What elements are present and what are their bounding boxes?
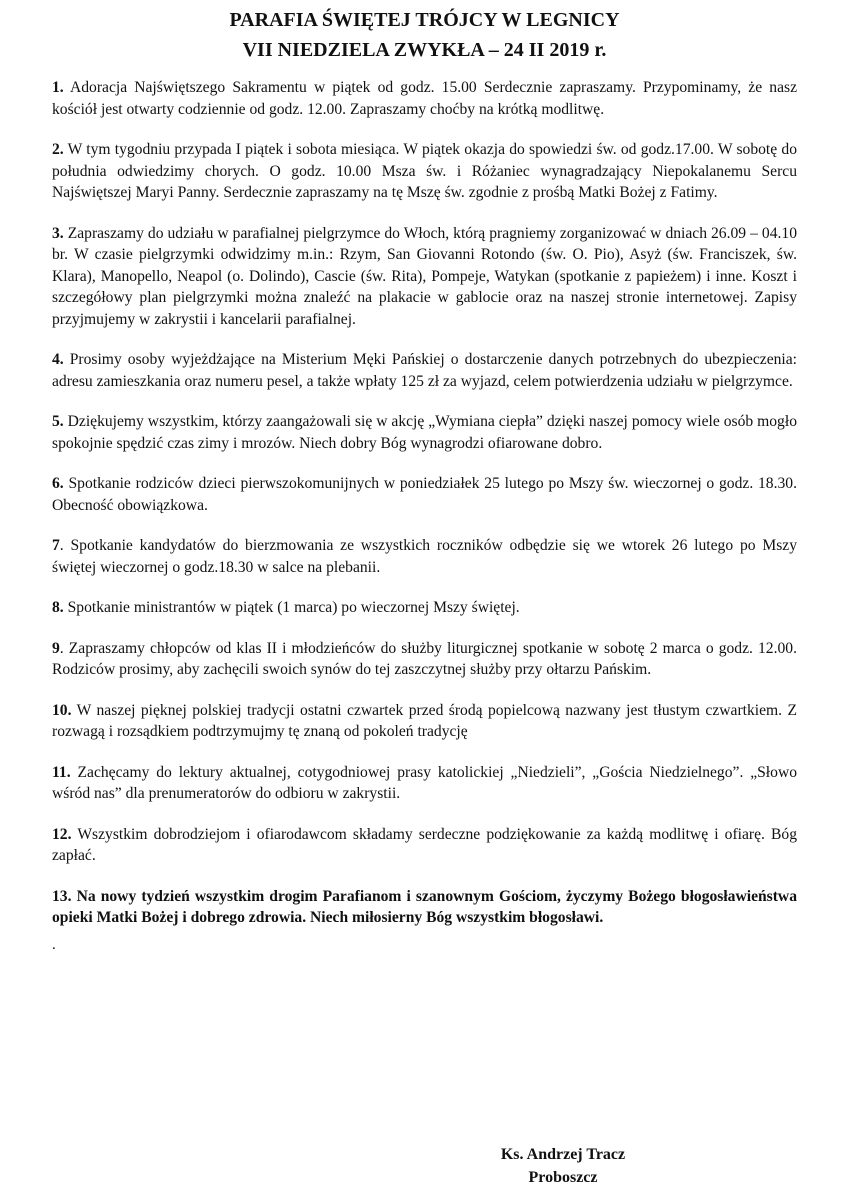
item-number: 11. [52,763,71,781]
item-text: W tym tygodniu przypada I piątek i sobota miesiąca. W piątek okazja do spowiedzi św. od godz.17.00. W sobotę do południa odwiedzimy chorych. O godz. 10.00 Msza św. i Różaniec wynagradzający Niepokalanemu Sercu Najświętszej Maryi Panny. Serdecznie zapraszamy na tę Mszę św. zgodnie z prośbą Matki Bożej z Fatimy. [52,141,797,201]
item-number: 7 [52,537,60,554]
item-number: 9 [52,639,60,657]
announcement-item-5 [52,411,797,454]
signature-name: Ks. Andrzej Tracz [500,1146,626,1163]
item-text: . Zapraszamy chłopców od klas II i młodzieńców do służby liturgicznej spotkanie w sobotę 2 marca o godz. 12.00. Rodziców prosimy, aby zachęcili swoich synów do tej zaszczytnej służby przy ołtarzu Pańskim. [52,639,797,678]
item-text: Na nowy tydzień wszystkim drogim Parafianom i szanownym Gościom, życzymy Bożego błogosławieństwa opieki Matki Bożej i dobrego zdrowia. Niech miłosierny Bóg wszystkim błogosławi. [52,887,797,926]
item-text: . Spotkanie kandydatów do bierzmowania ze wszystkich roczników odbędzie się we wtorek 26 lutego po Mszy świętej wieczornej o godz.18.30 w salce na plebanii. [52,537,797,576]
item-number: 2. [52,141,64,158]
announcement-item-6 [52,473,797,516]
item-text: Adoracja Najświętszego Sakramentu w piątek od godz. 15.00 Serdecznie zapraszamy. Przypominamy, że nasz kościół jest otwarty codziennie od godz. 12.00. Zapraszamy choćby na krótką modlitwę. [52,79,797,118]
item-text: Zachęcamy do lektury aktualnej, cotygodniowej prasy katolickiej „Niedzieli”, „Gościa Niedzielnego”. „Słowo wśród nas” dla prenumeratorów do odbioru w zakrystii. [52,763,797,802]
item-number: 3. [52,224,64,242]
stray-mark: . [52,936,56,953]
signature-block [488,1143,638,1189]
announcement-list [52,77,797,954]
item-number: 6. [52,475,64,492]
announcement-item-11 [52,762,797,805]
item-text: Spotkanie ministrantów w piątek (1 marca) po wieczornej Mszy świętej. [63,599,520,616]
announcement-item-1 [52,77,797,120]
page-title: PARAFIA ŚWIĘTEJ TRÓJCY W LEGNICY [229,9,620,31]
item-number: 8. [52,599,64,616]
item-number: 12. [52,825,72,843]
announcement-item-13 [52,886,797,929]
item-text: W naszej pięknej polskiej tradycji ostatni czwartek przed środą popielcową nazwany jest tłustym czwartkiem. Z rozwagą i rozsądkiem podtrzymujmy tę znaną od pokoleń tradycję [52,701,797,740]
item-number: 5. [52,413,64,430]
signature-role: Proboszcz [528,1169,598,1186]
announcement-item-7 [52,535,797,578]
announcement-item-4 [52,349,797,392]
item-text: Spotkanie rodziców dzieci pierwszokomunijnych w poniedziałek 25 lutego po Mszy św. wieczornej o godz. 18.30. Obecność obowiązkowa. [52,475,797,514]
item-text: Wszystkim dobrodziejom i ofiarodawcom składamy serdeczne podziękowanie za każdą modlitwę i ofiarę. Bóg zapłać. [52,825,797,864]
item-text: Prosimy osoby wyjeżdżające na Misterium Męki Pańskiej o dostarczenie danych potrzebnych do ubezpieczenia: adresu zamieszkania oraz numeru pesel, a także wpłaty 125 zł za wyjazd, celem potwierdzenia udziału w pielgrzymce. [52,351,797,390]
item-number: 4. [52,351,64,368]
announcement-item-3 [52,223,797,331]
item-text: Dziękujemy wszystkim, którzy zaangażowali się w akcję „Wymiana ciepła” dzięki naszej pomocy wiele osób mogło spokojnie spędzić czas zimy i mrozów. Niech dobry Bóg wynagrodzi ofiarowane dobro. [52,413,797,452]
announcement-item-10 [52,700,797,743]
item-number: 1. [52,79,64,96]
announcement-item-2 [52,139,797,204]
item-number: 13. [52,887,72,905]
header [52,0,797,65]
item-number: 10. [52,701,72,719]
page-subtitle: VII NIEDZIELA ZWYKŁA – 24 II 2019 r. [242,39,607,61]
item-text: Zapraszamy do udziału w parafialnej pielgrzymce do Włoch, którą pragniemy zorganizować w dniach 26.09 – 04.10 br. W czasie pielgrzymki odwidzimy m.in.: Rzym, San Giovanni Rotondo (św. O. Pio), Asyż (św. Franciszek, św. Klara), Manopello, Neapol (o. Dolindo), Cascie (św. Rita), Pompeje, Watykan (spotkanie z papieżem) i inne. Koszt i szczegółowy plan pielgrzymki można znaleźć na plakacie w gablocie oraz na naszej stronie internetowej. Zapisy przyjmujemy w zakrystii i kancelarii parafialnej. [52,224,797,328]
announcement-item-12 [52,824,797,867]
announcement-item-9 [52,638,797,681]
announcement-item-8 [52,597,797,619]
